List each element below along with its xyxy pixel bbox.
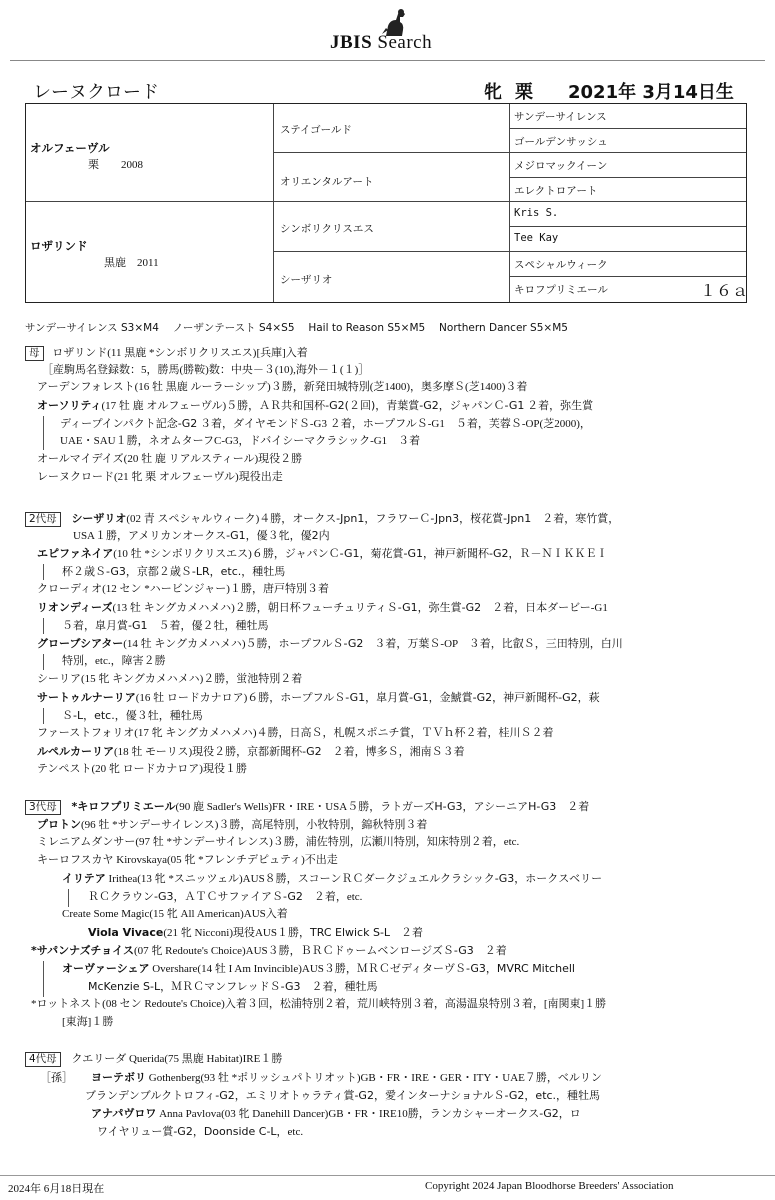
pedigree-sire-cell <box>26 104 274 202</box>
dam1-indent-bar <box>43 416 44 450</box>
dam3-line-9: (07 牝 Redoute's Choice)AUS３勝， <box>134 945 301 957</box>
dam1-line-7: オールマイデイズ(20 牡 鹿 リアルスティール)現役２勝 <box>37 453 303 465</box>
horse-name: レーヌクロード <box>33 82 159 103</box>
dam4-line-1: クエリーダ Querida(75 黒鹿 Habitat)IRE１勝 <box>71 1053 283 1065</box>
pedigree-sd-name: オリエンタルアート <box>280 176 374 188</box>
dam3-row-2 <box>37 817 427 833</box>
dam2-line-10: シーリア(15 牝 キングカメハメハ)２勝，蛍池特別２着 <box>37 673 303 685</box>
dam3-line-3: ミレニアムダンサー(97 牡 *サンデーサイレンス)３勝，浦佐特別，広瀬川特別，知床特別２着，etc. <box>37 836 520 848</box>
dam1-line-4-graded: ＡＲ共和国杯-G2(２回)，青葉賞-G2，ジャパンＣ-G1 <box>259 399 525 412</box>
dam3-grand-viola-vivace: Viola Vivace <box>88 926 164 939</box>
dam1-line-5: ３着，ダイヤモンドＳ-G3 <box>197 418 327 430</box>
dam3-row-8 <box>88 925 423 941</box>
pedigree-dsd-cell <box>510 227 746 252</box>
dam3-row-1 <box>25 799 589 815</box>
dam2-line-2-graded: アメリカンオークス-G1，優３牝，優2内 <box>128 529 330 542</box>
dam2-offspring-lupercalia: ルペルカーリア <box>37 745 114 758</box>
dam4-grandchild-tag: ［孫］ <box>40 1072 73 1084</box>
pedigree-ssd-name: ゴールデンサッシュ <box>514 136 608 148</box>
dam3-line-7: Create Some Magic(15 牝 All American)AUS入着 <box>62 908 288 920</box>
dam2-line-4-graded: 杯２歳Ｓ-G3，京都２歳Ｓ-LR，etc.，種牡馬 <box>62 565 286 578</box>
pedigree-sds-cell <box>510 153 746 178</box>
pedigree-dam-info: 黒鹿 2011 <box>104 257 159 269</box>
dam4-row-3 <box>85 1088 600 1104</box>
header-divider <box>10 60 765 61</box>
dam3-line-12: *ロットネスト(08 セン Redoute's Choice)入着３回，松浦特別２着，荒川峡特別３着，高湯温泉特別３着，[南関東]１勝 <box>31 998 607 1010</box>
section-tag-dam4: 4代母 <box>25 1052 61 1067</box>
dam3-line-1-cont: ２着 <box>556 801 590 813</box>
dam1-line-2: ［産駒馬名登録数：5，勝馬(勝鞍)数：中央－３(10),海外－１(１)］ <box>42 364 370 376</box>
dam1-line-4: (17 牡 鹿 オルフェーヴル)５勝， <box>101 400 260 412</box>
dam2-offspring-globe-theater: グローブシアター <box>37 637 124 650</box>
dam3-row-10 <box>62 961 575 977</box>
section-tag-dam2: 2代母 <box>25 512 61 527</box>
dam3-line-2: (96 牡 *サンデーサイレンス)３勝，高尾特別，小牧特別，錦秋特別３着 <box>81 819 428 831</box>
dam1-line-5-graded: ディープインパクト記念-G2 <box>60 417 198 430</box>
dam3-line-1-graded: ラトガーズH-G3，アシーニアH-G3 <box>380 800 557 813</box>
footer-copyright: Copyright 2024 Japan Bloodhorse Breeders' Association <box>425 1180 674 1192</box>
dam3-line-8: (21 牝 Nicconi)現役AUS１勝， <box>163 927 310 939</box>
pedigree-sire-info: 栗 2008 <box>88 159 143 171</box>
dam3-line-5: Irithea(13 牝 *スニッツェル)AUS８勝， <box>105 873 298 885</box>
pedigree-dss-name: Kris S. <box>514 207 559 219</box>
dam2-line-12-graded: Ｓ-L，etc.，優３牡，種牡馬 <box>62 709 203 722</box>
dam2-row-14 <box>37 744 465 760</box>
pedigree-dd-cell <box>274 252 510 302</box>
dam3-row-9 <box>31 943 507 959</box>
dam1-offspring-authority: オーソリティ <box>37 399 102 412</box>
jbis-logo[interactable] <box>330 8 465 54</box>
dam2-line-1-cont: ２着，寒竹賞， <box>531 513 620 525</box>
dam3-line-6-cont: ２着，etc. <box>302 891 363 903</box>
pedigree-sss-name: サンデーサイレンス <box>514 111 607 123</box>
pedigree-dam-cell <box>26 202 274 302</box>
pedigree-table <box>25 103 747 303</box>
pedigree-dam-name: ロザリンド <box>30 239 88 253</box>
dam4-line-5-cont: ，etc. <box>276 1126 304 1138</box>
dam2-line-6: (13 牡 キングカメハメハ)２勝， <box>112 602 268 614</box>
dam3-line-11-cont: ２着，種牡馬 <box>300 981 378 993</box>
pedigree-dd-name: シーザリオ <box>280 274 333 286</box>
dam2-line-14: (18 牡 モーリス)現役２勝， <box>114 746 248 758</box>
dam2-line-5: クローディオ(12 セン *ハービンジャー)１勝，唐戸特別３着 <box>37 583 329 595</box>
dam3-line-4: キーロフスカヤ Kirovskaya(05 牝 *フレンチデピュティ)不出走 <box>37 854 338 866</box>
pedigree-ds-name: シンボリクリスエス <box>280 223 374 235</box>
dam2-line-3: (10 牡 *シンボリクリスエス)６勝， <box>113 548 285 560</box>
dam1-row-4 <box>37 398 593 414</box>
dam3-line-6-graded: ＲＣクラウン-G3，ＡＴＣサファイアＳ-G2 <box>88 890 303 903</box>
pedigree-sds-name: メジロマックイーン <box>514 160 608 172</box>
dam2-line-7: ５着， <box>62 620 95 632</box>
dam3-offspring-proton: プロトン <box>37 818 81 831</box>
dam3-line-10-graded: ＭＲＣゼディターヴＳ-G3，MVRC Mitchell <box>356 962 575 975</box>
dam3-row-6 <box>88 889 362 905</box>
dam3-line-1: (90 鹿 Sadler's Wells)FR・IRE・USA５勝， <box>175 801 381 813</box>
dam3-line-9-cont: ２着 <box>473 945 507 957</box>
dam2-offspring-saturnalia: サートゥルナーリア <box>37 691 136 704</box>
section-tag-dam3: 3代母 <box>25 800 61 815</box>
dam4-row-1 <box>25 1052 282 1067</box>
dam1-line-1: ロザリンド(11 黒鹿 *シンボリクリスエス)[兵庫]入着 <box>52 347 308 359</box>
dam3-grand-overshare: オーヴァーシェア <box>62 962 150 975</box>
dam2-row-4 <box>62 564 285 580</box>
dam4-line-2-graded: ベルリン <box>557 1071 602 1084</box>
pedigree-dss-cell <box>510 202 746 227</box>
dam2-line-13: ファーストフォリオ(17 牝 キングカメハメハ)４勝，日高Ｓ，札幌スポニチ賞，ＴＶｈ杯２着，桂川Ｓ２着 <box>37 727 554 739</box>
dam2-line-14-graded: 京都新聞杯-G2 <box>247 745 322 758</box>
dam3-name: *キロフプリミエール <box>71 800 176 813</box>
dam4-row-4 <box>91 1106 581 1122</box>
dam3-grand-irithea: イリテア <box>62 872 106 885</box>
pedigree-ss-cell <box>274 104 510 153</box>
dam2-row-1 <box>25 511 619 527</box>
dam3-line-5-graded: スコーンＲＣダークジュエルクラシック-G3，ホークスベリー <box>297 872 603 885</box>
dam4-line-4: Anna Pavlova(03 牝 Danehill Dancer)GB・FR・IRE10勝， <box>156 1108 430 1120</box>
dam2-line-11: (16 牡 ロードカナロア)６勝， <box>135 692 281 704</box>
dam2-indent-bar-4 <box>43 708 44 724</box>
dam2-line-3-graded: ジャパンＣ-G1，菊花賞-G1，神戸新聞杯-G2，Ｒ－ＮＩＫＫＥＩ <box>284 547 608 560</box>
dam3-offspring-savannahs-choice: *サパンナズチョイス <box>31 944 134 957</box>
pedigree-dsd-name: Tee Kay <box>514 232 559 244</box>
dam2-line-8-cont: ３着，万葉Ｓ-OP ３着，比叡Ｓ，三田特別，白川 <box>363 638 623 650</box>
logo-text-search: Search <box>377 32 433 53</box>
dam1-line-8: レーヌクロード(21 牝 栗 オルフェーヴル)現役出走 <box>37 471 283 483</box>
pedigree-ssd-cell <box>510 129 746 153</box>
dam4-line-2: Gothenberg(93 牡 *ポリッシュパトリオット)GB・FR・IRE・GER・ITY・UAE７勝， <box>146 1072 558 1084</box>
pedigree-ds-cell <box>274 202 510 252</box>
dam4-line-3-graded: ブランデンブルクトロフィ-G2，エミリオトゥラティ賞-G2，愛インターナショナルＳ-G2，etc.，種牡馬 <box>85 1089 601 1102</box>
horse-birth-date: 2021年 3月14日生 <box>568 82 734 103</box>
dam2-line-7-cont: ５着，優２牡，種牡馬 <box>147 620 269 632</box>
dam2-row-3 <box>37 546 608 562</box>
dam1-line-6: UAE・SAU１勝，ネオムターフC-G3，ドバイシーマクラシック-G1 ３着 <box>60 435 421 447</box>
dam2-line-8: (14 牡 キングカメハメハ)５勝， <box>123 638 279 650</box>
dam3-line-10: Overshare(14 牡 I Am Invincible)AUS３勝， <box>149 963 357 975</box>
dam3-row-5 <box>62 871 602 887</box>
pedigree-sire-name: オルフェーヴル <box>30 141 110 155</box>
pedigree-sd-cell <box>274 153 510 202</box>
dam1-line-5-cont: ２着，ホープフルＳ-G1 ５着，芙蓉Ｓ-OP(芝2000)， <box>326 418 591 430</box>
dam3-line-8-cont: ２着 <box>390 927 424 939</box>
dam2-offspring-leontes: リオンディーズ <box>37 601 113 614</box>
dam3-line-11-graded: McKenzie S-L，ＭＲＣマンフレッドＳ-G3 <box>88 980 301 993</box>
dam2-indent-bar-3 <box>43 654 44 670</box>
dam4-row-5 <box>97 1124 303 1140</box>
dam2-indent-bar-2 <box>43 618 44 634</box>
horse-sex: 牝 <box>484 82 502 103</box>
dam3-indent-bar-2 <box>43 961 44 997</box>
logo-text-jbis: JBIS <box>330 32 373 53</box>
dam3-indent-bar-1 <box>68 889 69 907</box>
dam2-line-7-graded: 皐月賞-G1 <box>95 619 148 632</box>
pedigree-sdd-cell <box>510 178 746 202</box>
dam4-row-2 <box>40 1070 602 1086</box>
pedigree-sss-cell <box>510 104 746 129</box>
horse-color: 栗 <box>515 82 533 103</box>
family-number: １６ａ <box>700 283 749 300</box>
pedigree-dds-cell <box>510 252 746 277</box>
dam2-name: シーザリオ <box>71 512 127 525</box>
dam2-line-14-cont: ２着，博多Ｓ，湘南Ｓ３着 <box>321 746 465 758</box>
dam4-line-4-graded: ランカシャーオークス-G2，ロ <box>429 1107 581 1120</box>
dam3-row-11 <box>88 979 377 995</box>
dam2-row-7 <box>62 618 269 634</box>
dam4-line-5-graded: ワイヤリュー賞-G2，Doonside C-L <box>97 1125 277 1138</box>
dam2-line-15: テンペスト(20 牝 ロードカナロア)現役１勝 <box>37 763 247 775</box>
footer-date: 2024年 6月18日現在 <box>8 1183 105 1195</box>
dam1-row-5 <box>60 416 591 432</box>
dam2-row-6 <box>37 600 608 616</box>
dam1-line-4-cont: ２着，弥生賞 <box>524 400 594 412</box>
dam2-row-2 <box>73 528 330 544</box>
dam2-offspring-epiphaneia: エピファネイア <box>37 547 114 560</box>
dam2-line-2: USA１勝， <box>73 530 129 542</box>
dam2-row-11 <box>37 690 600 706</box>
dam2-line-6-cont: ２着，日本ダービー-G1 <box>481 602 608 614</box>
pedigree-dds-name: スペシャルウィーク <box>514 259 608 271</box>
pedigree-sdd-name: エレクトロアート <box>514 185 598 197</box>
dam2-line-6-graded: 朝日杯フューチュリティＳ-G1，弥生賞-G2 <box>267 601 482 614</box>
dam2-line-8-graded: ホープフルＳ-G2 <box>278 637 364 650</box>
dam4-grand-anna-pavlova: アナパヴロワ <box>91 1107 157 1120</box>
dam1-line-3: アーデンフォレスト(16 牡 黒鹿 ルーラーシップ)３勝，新発田城特別(芝1400)，奥多摩Ｓ(芝1400)３着 <box>37 381 528 393</box>
dam4-grand-gothenberg: ヨーテボリ <box>91 1071 146 1084</box>
pedigree-ss-name: ステイゴールド <box>280 124 352 136</box>
inbreeding-line: サンデーサイレンス S3×M4 ノーザンテースト S4×S5 Hail to Reason S5×M5 Northern Dancer S5×M5 <box>25 322 568 334</box>
dam2-row-8 <box>37 636 623 652</box>
dam2-row-12 <box>62 708 203 724</box>
pedigree-ddd-cell <box>510 277 749 302</box>
dam3-line-13: [東海]１勝 <box>62 1016 114 1028</box>
dam1-row-1 <box>25 346 308 361</box>
dam2-indent-bar-1 <box>43 564 44 580</box>
section-tag-dam: 母 <box>25 346 44 361</box>
dam3-line-8-graded: TRC Elwick S-L <box>310 926 391 939</box>
pedigree-ddd-name: キロフプリミエール <box>514 284 608 296</box>
dam2-line-11-graded: ホープフルＳ-G1，皐月賞-G1，金鯱賞-G2，神戸新聞杯-G2，萩 <box>280 691 600 704</box>
dam3-line-9-graded: ＢＲＣドゥームベンロージズＳ-G3 <box>300 944 474 957</box>
dam2-line-9: 特別，etc.，障害２勝 <box>62 655 166 667</box>
dam2-line-1-graded: オークス-Jpn1，フラワーＣ-Jpn3，桜花賞-Jpn1 <box>292 512 532 525</box>
dam2-line-1: (02 青 スペシャルウィーク)４勝， <box>126 513 293 525</box>
footer-divider <box>0 1175 775 1176</box>
